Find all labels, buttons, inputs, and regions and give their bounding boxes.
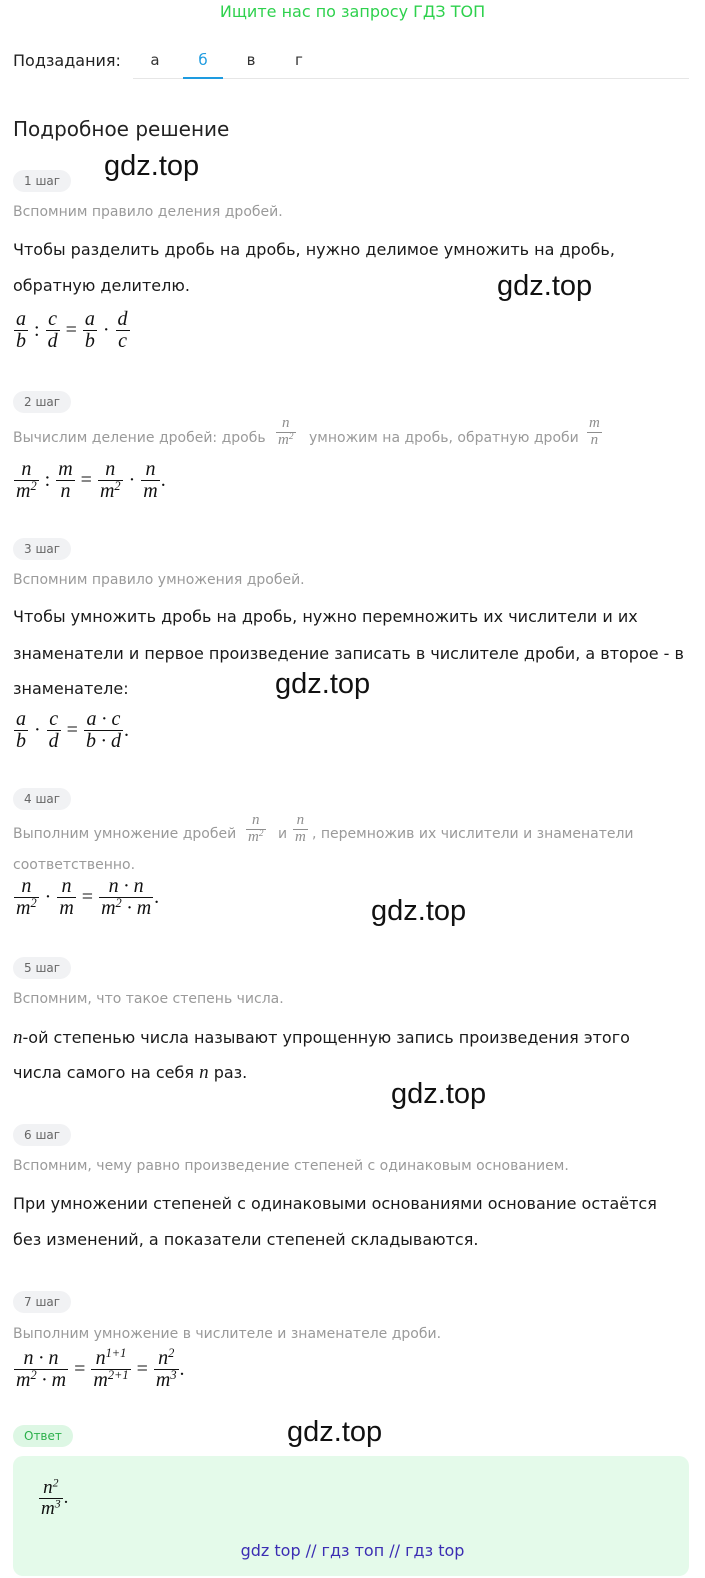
step-6-hint: Вспомним, чему равно произведение степеней с одинаковым основанием. [13,1158,569,1174]
step-3-formula: $\frac{a}{b}$ · $\frac{c}{d}$ = $\frac{a \cdot c}{b \cdot d}$ . [16,708,129,752]
step-5-text-1 [13,1027,630,1049]
step-7-badge: 7 шаг [13,1291,71,1313]
step-1-hint: Вспомним правило деления дробей. [13,204,283,220]
step-2-formula: $\frac{n}{m^2}$ : $\frac{m}{n}$ = $\frac{n}{m^2}$ · $\frac{n}{m}$ . [16,458,166,502]
watermark: gdz.top [497,270,593,302]
step-5-text-2 [13,1062,247,1084]
answer-badge: Ответ [13,1425,73,1447]
watermark: gdz.top [391,1078,487,1110]
step-4-hint-2: и [278,826,288,842]
tab-a[interactable]: а [150,51,160,69]
search-banner[interactable]: Ищите нас по запросу ГДЗ ТОП [219,2,486,21]
subtasks-label: Подзадания: [13,51,121,70]
step-2-hint-1: Вычислим деление дробей: дробь [13,430,266,446]
step-6-text-2: без изменений, а показатели степеней складываются. [13,1230,479,1249]
step-6-text-1: При умножении степеней с одинаковыми основаниями основание остаётся [13,1194,657,1213]
watermark: gdz.top [275,668,371,700]
step-2-hint-frac-1: $\frac{n}{m^2}$ [278,415,294,448]
step-3-badge: 3 шаг [13,538,71,560]
step-4-hint-4: соответственно. [13,857,136,873]
watermark: gdz.top [371,895,467,927]
step-7-hint: Выполним умножение в числителе и знаменателе дроби. [13,1326,442,1342]
active-tab-indicator [183,77,223,79]
step-5-badge: 5 шаг [13,957,71,979]
tab-v[interactable]: в [246,51,256,69]
step-4-formula: $\frac{n}{m^2}$ · $\frac{n}{m}$ = $\frac{n \cdot n}{m^2 \cdot m}$ . [16,875,160,919]
step-5-text-2b: раз. [213,1063,248,1082]
step-3-text-2: знаменатели и первое произведение записать в числителе дроби, а второе - в [13,644,684,663]
step-2-hint-frac-2: $\frac{m}{n}$ [589,415,600,448]
answer-formula: $\frac{n^2}{m^3}$ . [41,1476,69,1519]
step-4-badge: 4 шаг [13,788,71,810]
step-1-text-1: Чтобы разделить дробь на дробь, нужно делимое умножить на дробь, [13,240,615,259]
watermark: gdz.top [104,150,200,182]
var-n: n [13,1027,23,1048]
step-1-text-2: обратную делителю. [13,276,190,295]
step-5-hint: Вспомним, что такое степень числа. [13,991,284,1007]
section-title: Подробное решение [13,117,230,141]
step-4-hint-1: Выполним умножение дробей [13,826,237,842]
watermark: gdz.top [287,1416,383,1448]
step-3-hint: Вспомним правило умножения дробей. [13,572,305,588]
footer-links[interactable]: gdz top // гдз топ // гдз top [240,1541,465,1560]
step-6-badge: 6 шаг [13,1124,71,1146]
step-4-hint-frac-1: $\frac{n}{m^2}$ [248,812,264,845]
step-2-hint-2: умножим на дробь, обратную дроби [309,430,579,446]
step-5-text-2a: числа самого на себя [13,1063,194,1082]
step-5-text-1-rest: -ой степенью числа называют упрощенную запись произведения этого [22,1028,630,1047]
step-4-hint-frac-2: $\frac{n}{m}$ [295,812,306,845]
var-n: n [199,1062,209,1083]
step-3-text-1: Чтобы умножить дробь на дробь, нужно перемножить их числители и их [13,607,638,626]
step-4-hint-3: , перемножив их числители и знаменатели [312,826,634,842]
step-7-formula: $\frac{n \cdot n}{m^2 \cdot m}$ = $\frac{n^{1+1}}{m^{2+1}}$ = $\frac{n^2}{m^3}$ . [16,1346,185,1391]
tab-b[interactable]: б [198,51,208,69]
step-3-text-3: знаменателе: [13,679,129,698]
tab-g[interactable]: г [295,51,303,69]
step-2-badge: 2 шаг [13,391,71,413]
step-1-badge: 1 шаг [13,170,71,192]
step-1-formula: $\frac{a}{b}$ : $\frac{c}{d}$ = $\frac{a}{b}$ · $\frac{d}{c}$ [16,308,128,352]
